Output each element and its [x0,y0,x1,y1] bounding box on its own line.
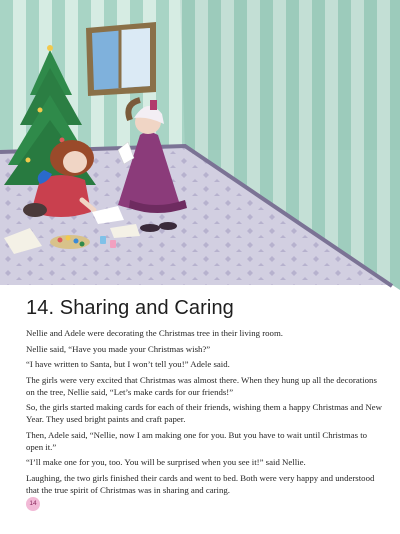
story-paragraph: The girls were very excited that Christmas was almost there. When they hung up all the decorations on the tree, Nellie said, “Let’s make cards for our friends!” [26,374,377,397]
page-title: 14. Sharing and Caring [26,297,234,319]
story-paragraph: Nellie and Adele were decorating the Christmas tree in their living room. [26,328,283,338]
story-text [26,327,382,499]
story-paragraph: Then, Adele said, “Nellie, now I am making one for you. But you have to wait until Christmas to open it.” [26,429,368,452]
story-paragraph: So, the girls started making cards for each of their friends, wishing them a happy Christmas and New Year. They used bright paints and craft paper. [26,402,382,424]
story-paragraph: Laughing, the two girls finished their cards and went to bed. Both were very happy and understood that the true spirit of Christmas was in sharing and caring. [26,472,375,495]
story-paragraph: “I have written to Santa, but I won’t tell you!” Adele said. [26,359,230,369]
page-number-badge: 14 [26,497,40,511]
story-paragraph: Nellie said, “Have you made your Christmas wish?” [26,343,211,354]
story-paragraph: “I’ll make one for you, too. You will be surprised when you see it!” said Nellie. [26,457,306,467]
window [86,22,156,96]
